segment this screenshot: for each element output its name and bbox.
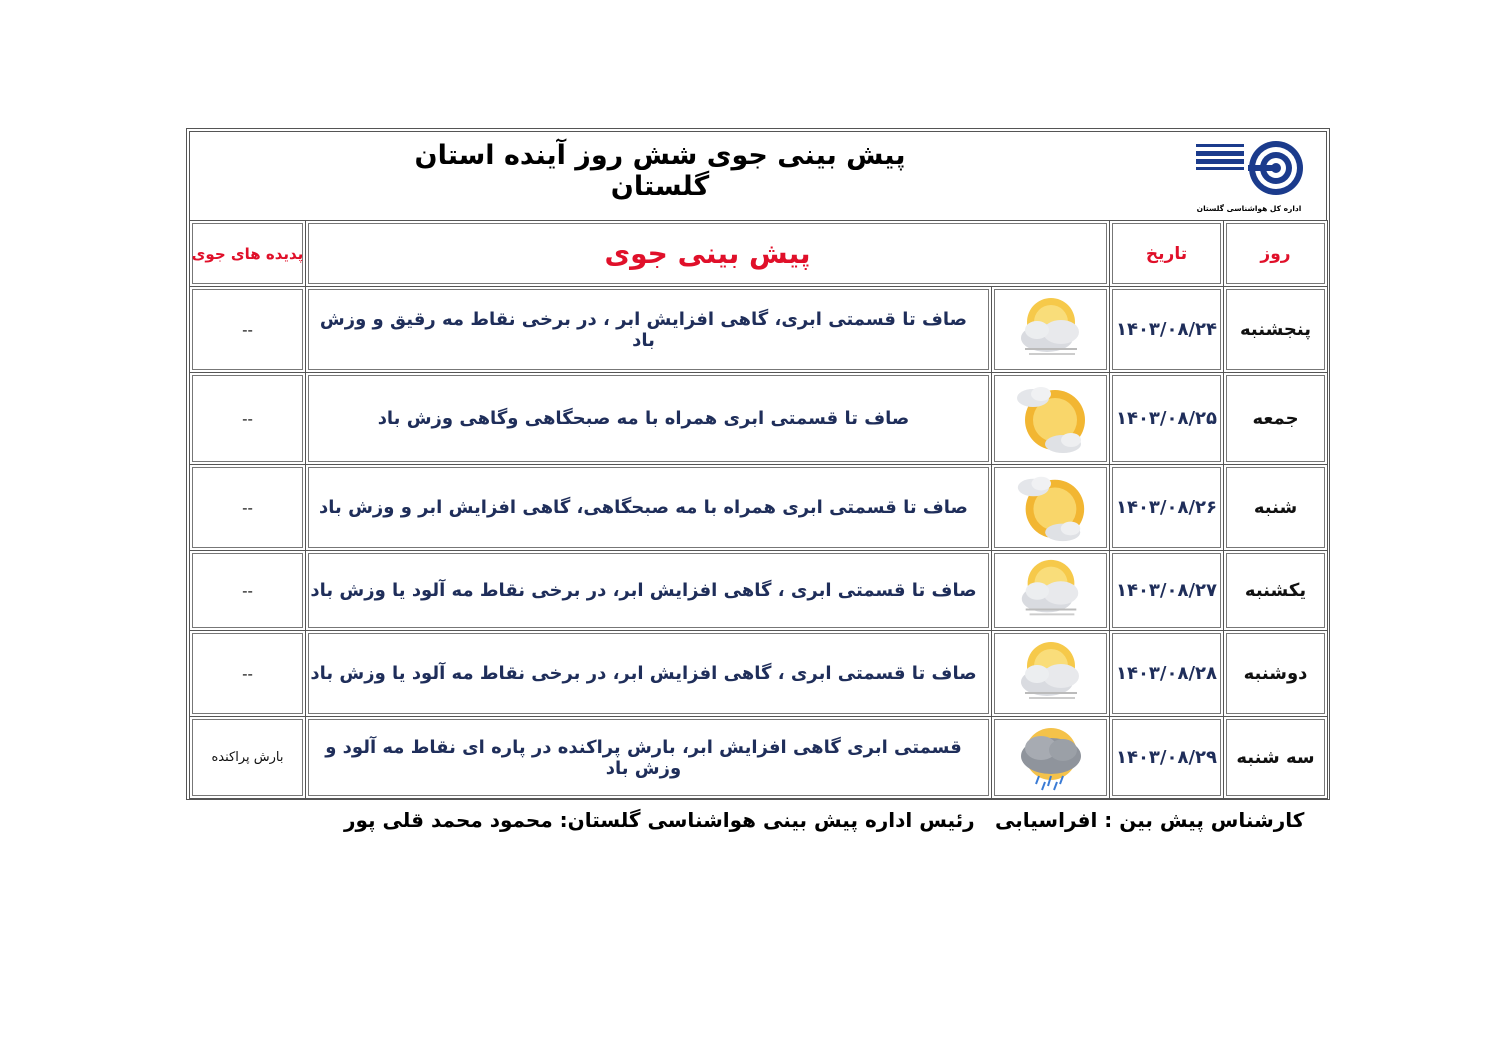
forecast-description: صاف تا قسمتی ابری ، گاهی افزایش ابر، در برخی نقاط مه آلود یا وزش باد — [306, 631, 992, 717]
partly-cloudy-haze-icon — [1011, 292, 1091, 368]
partly-cloudy-haze-icon — [1011, 636, 1091, 712]
phenomena-cell: -- — [190, 287, 306, 373]
day-cell: دوشنبه — [1224, 631, 1328, 717]
col-date-header: تاریخ — [1110, 221, 1224, 287]
date-cell: ۱۴۰۳/۰۸/۲۴ — [1110, 287, 1224, 373]
weather-icon-cell — [992, 373, 1110, 465]
forecaster-credit: کارشناس پیش بین : افراسیابی — [995, 808, 1305, 832]
day-cell: شنبه — [1224, 465, 1328, 551]
table-row — [190, 373, 1328, 465]
day-cell: سه شنبه — [1224, 717, 1328, 799]
table-row — [190, 465, 1328, 551]
phenomena-cell: -- — [190, 631, 306, 717]
weather-icon-cell — [992, 465, 1110, 551]
header-row — [190, 221, 1328, 287]
date-cell: ۱۴۰۳/۰۸/۲۵ — [1110, 373, 1224, 465]
forecast-description: صاف تا قسمتی ابری، گاهی افزایش ابر ، در برخی نقاط مه رقیق و وزش باد — [306, 287, 992, 373]
table-row — [190, 551, 1328, 631]
day-cell: پنجشنبه — [1224, 287, 1328, 373]
partly-cloudy-haze-icon — [1011, 554, 1091, 628]
forecast-description: صاف تا قسمتی ابری همراه با مه صبحگاهی، گاهی افزایش ابر و وزش باد — [306, 465, 992, 551]
table-row — [190, 287, 1328, 373]
sun-cloud-icon — [1011, 378, 1091, 460]
weather-icon-cell — [992, 631, 1110, 717]
col-phenomena-header: پدیده های جوی — [190, 221, 306, 287]
meteorological-logo — [1188, 134, 1310, 216]
phenomena-cell: -- — [190, 373, 306, 465]
col-day-header: روز — [1224, 221, 1328, 287]
weather-icon-cell — [992, 717, 1110, 799]
day-cell: جمعه — [1224, 373, 1328, 465]
date-cell: ۱۴۰۳/۰۸/۲۹ — [1110, 717, 1224, 799]
forecast-description: قسمتی ابری گاهی افزایش ابر، بارش پراکنده در پاره ای نقاط مه آلود و وزش باد — [306, 717, 992, 799]
date-cell: ۱۴۰۳/۰۸/۲۶ — [1110, 465, 1224, 551]
day-cell: یکشنبه — [1224, 551, 1328, 631]
rain-cloud-icon — [1011, 720, 1091, 796]
table-row — [190, 631, 1328, 717]
forecast-description: صاف تا قسمتی ابری ، گاهی افزایش ابر، در برخی نقاط مه آلود یا وزش باد — [306, 551, 992, 631]
table-row — [190, 717, 1328, 799]
phenomena-cell: -- — [190, 465, 306, 551]
date-cell: ۱۴۰۳/۰۸/۲۸ — [1110, 631, 1224, 717]
forecast-description: صاف تا قسمتی ابری همراه با مه صبحگاهی وگاهی وزش باد — [306, 373, 992, 465]
irimo-logo-icon — [1188, 134, 1310, 204]
page-title: پیش بینی جوی شش روز آینده استان گلستان — [414, 140, 906, 202]
col-forecast-header: پیش بینی جوی — [306, 221, 1110, 287]
sun-cloud-icon — [1011, 468, 1091, 548]
phenomena-cell: بارش پراکنده — [190, 717, 306, 799]
forecast-table — [189, 220, 1328, 799]
phenomena-cell: -- — [190, 551, 306, 631]
logo-caption: اداره کل هواشناسی گلستان — [1196, 204, 1302, 213]
date-cell: ۱۴۰۳/۰۸/۲۷ — [1110, 551, 1224, 631]
department-head-credit: رئیس اداره پیش بینی هواشناسی گلستان: محمود محمد قلی پور — [344, 808, 975, 832]
weather-icon-cell — [992, 551, 1110, 631]
weather-icon-cell — [992, 287, 1110, 373]
